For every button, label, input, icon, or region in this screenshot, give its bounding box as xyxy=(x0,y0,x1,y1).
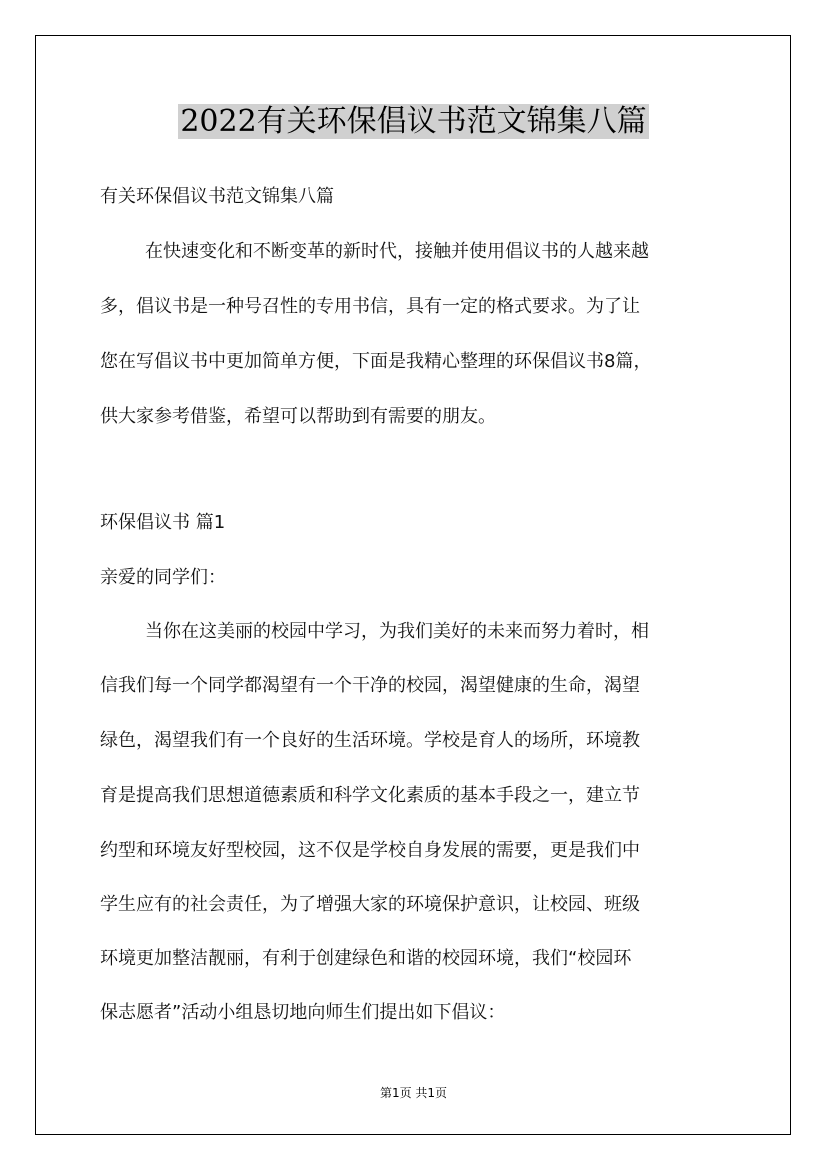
body-line-6: 学生应有的社会责任，为了增强大家的环境保护意识，让校园、班级 xyxy=(100,894,640,915)
salutation: 亲爱的同学们： xyxy=(100,567,226,588)
body-line-8: 保志愿者”活动小组恳切地向师生们提出如下倡议： xyxy=(100,1002,506,1023)
intro-line-2: 多，倡议书是一种号召性的专用书信，具有一定的格式要求。为了让 xyxy=(100,296,640,317)
title-text: 2022有关环保倡议书范文锦集八篇 xyxy=(180,104,647,139)
page-footer: 第1页 共1页 xyxy=(379,1086,448,1100)
intro-line-1: 在快速变化和不断变革的新时代，接触并使用倡议书的人越来越 xyxy=(145,241,649,262)
body-line-3: 绿色，渴望我们有一个良好的生活环境。学校是育人的场所，环境教 xyxy=(100,730,640,751)
section-heading: 环保倡议书 篇1 xyxy=(100,512,226,533)
body-line-5: 约型和环境友好型校园，这不仅是学校自身发展的需要，更是我们中 xyxy=(100,840,640,861)
intro-line-3: 您在写倡议书中更加简单方便，下面是我精心整理的环保倡议书8篇， xyxy=(100,351,652,372)
body-line-4: 育是提高我们思想道德素质和科学文化素质的基本手段之一，建立节 xyxy=(100,785,640,806)
subtitle: 有关环保倡议书范文锦集八篇 xyxy=(100,186,334,207)
body-line-2: 信我们每一个同学都渴望有一个干净的校园，渴望健康的生命，渴望 xyxy=(100,675,640,696)
body-line-1: 当你在这美丽的校园中学习，为我们美好的未来而努力着时，相 xyxy=(145,621,649,642)
document-title xyxy=(0,96,827,140)
body-line-7: 环境更加整洁靓丽，有利于创建绿色和谐的校园环境，我们“校园环 xyxy=(100,948,632,969)
intro-line-4: 供大家参考借鉴，希望可以帮助到有需要的朋友。 xyxy=(100,406,496,427)
